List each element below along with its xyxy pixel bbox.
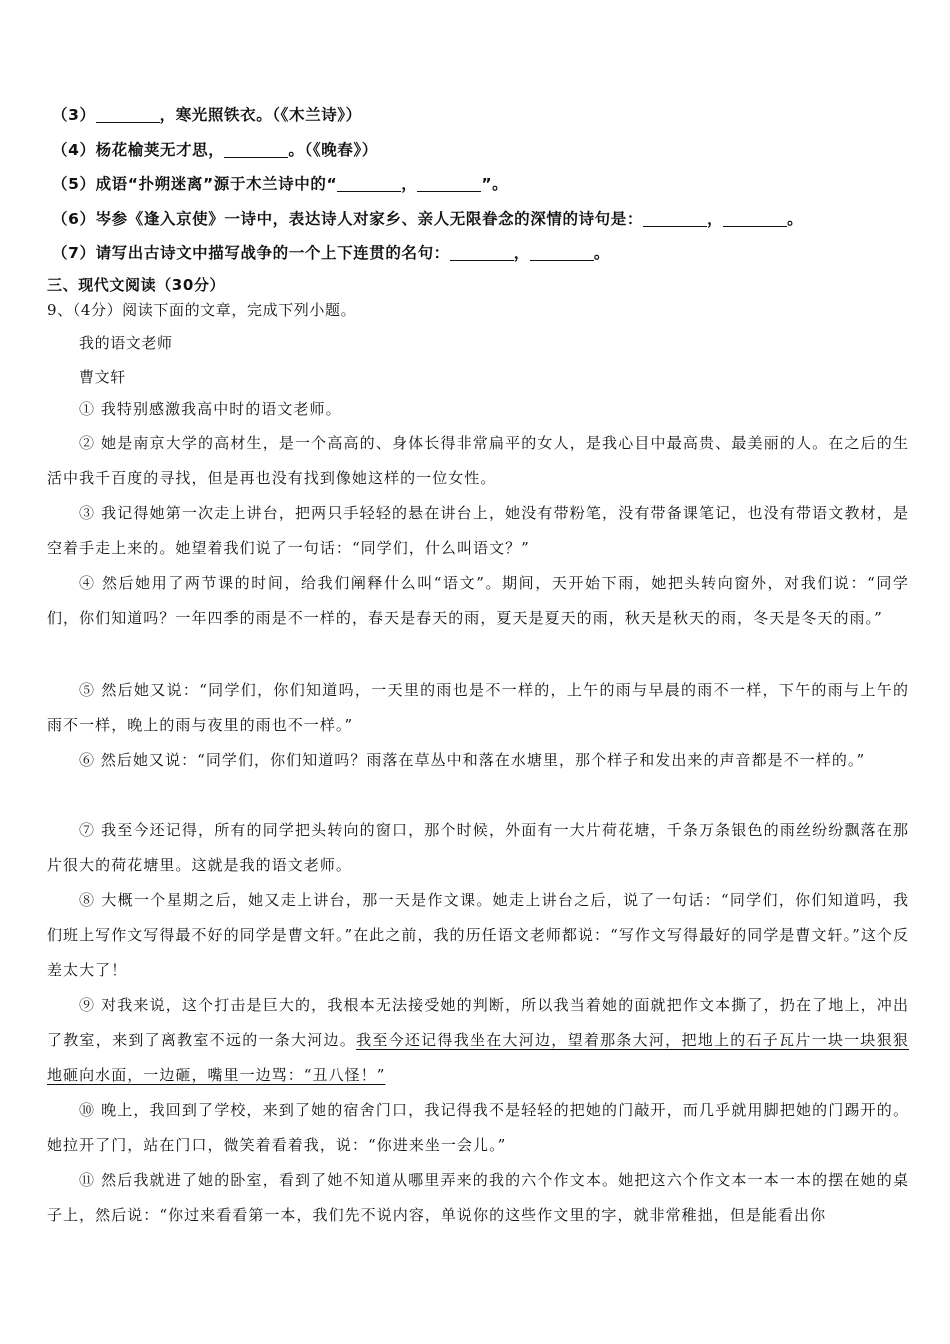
article-paragraph-11: ⑪ 然后我就进了她的卧室，看到了她不知道从哪里弄来的我的六个作文本。她把这六个作文本一本一本的摆在她的桌子上，然后说：“你过来看看第一本，我们先不说内容，单说你的这些作文里的字，就非常稚拙，但是能看出你: [47, 1171, 909, 1224]
underlined-sentence: 我至今还记得我坐在大河边，望着那条大河，把地上的石子瓦片一块一块狠狠地砸向水面，一边砸，嘴里一边骂：“丑八怪！”: [47, 1031, 909, 1084]
fill-blank-item-5: [52, 172, 508, 194]
item-prefix: （5）成语“扑朔迷离”源于木兰诗中的“: [52, 175, 338, 193]
item-suffix: 。（《晚春》）: [288, 141, 378, 159]
article-paragraph-9: [47, 988, 909, 1093]
article-paragraph-5: ⑤ 然后她又说：“同学们，你们知道吗，一天里的雨也是不一样的，上午的雨与早晨的雨不一样，下午的雨与上午的雨不一样，晚上的雨与夜里的雨也不一样。”: [47, 681, 909, 734]
article-title: 我的语文老师: [79, 334, 173, 352]
answer-blank[interactable]: [530, 245, 594, 262]
article-paragraph-4: ④ 然后她用了两节课的时间，给我们阐释什么叫“语文”。期间，天开始下雨，她把头转向窗外，对我们说：“同学们，你们知道吗？一年四季的雨是不一样的，春天是春天的雨，夏天是夏天的雨，秋天是秋天的雨，冬天是冬天的雨。”: [47, 574, 909, 627]
item-prefix: （4）杨花榆荚无才思，: [52, 141, 225, 159]
item-prefix: （7）请写出古诗文中描写战争的一个上下连贯的名句：: [52, 244, 450, 262]
answer-blank[interactable]: [723, 211, 787, 228]
item-separator: ，: [707, 210, 724, 228]
section-heading: 三、现代文阅读（30分）: [47, 276, 226, 294]
answer-blank[interactable]: [417, 176, 481, 193]
item-prefix: （6）岑参《逢入京使》一诗中，表达诗人对家乡、亲人无限眷念的深情的诗句是：: [52, 210, 643, 228]
answer-blank[interactable]: [450, 245, 514, 262]
item-suffix: 。: [593, 244, 611, 262]
fill-blank-item-4: [52, 138, 378, 160]
item-separator: ，: [513, 244, 530, 262]
answer-blank[interactable]: [96, 107, 160, 124]
fill-blank-item-7: [52, 241, 610, 263]
answer-blank[interactable]: [224, 142, 288, 159]
answer-blank[interactable]: [643, 211, 707, 228]
answer-blank[interactable]: [337, 176, 401, 193]
item-separator: ，: [401, 175, 418, 193]
article-paragraph-3: ③ 我记得她第一次走上讲台，把两只手轻轻的悬在讲台上，她没有带粉笔，没有带备课笔记，也没有带语文教材，是空着手走上来的。她望着我们说了一句话：“同学们，什么叫语文？”: [47, 504, 909, 557]
question-prompt: 9、（4分）阅读下面的文章，完成下列小题。: [47, 301, 357, 319]
item-suffix: 。: [787, 210, 804, 228]
article-paragraph-8: ⑧ 大概一个星期之后，她又走上讲台，那一天是作文课。她走上讲台之后，说了一句话：“同学们，你们知道吗，我们班上写作文写得最不好的同学是曹文轩。”在此之前，我的历任语文老师都说：“写作文写得最好的同学是曹文轩。”这个反差太大了！: [47, 891, 909, 979]
paragraph-text: ⑨ 对我来说，这个打击是巨大的，我根本无法接受她的判断，所以我当着她的面就把作文本撕了，扔在了地上，冲出了教室，来到了离教室不远的一条大河边。: [47, 996, 909, 1049]
item-prefix: （3）: [52, 106, 96, 124]
item-suffix: ，寒光照铁衣。（《木兰诗》）: [159, 106, 362, 124]
fill-blank-item-6: [52, 207, 803, 229]
item-suffix: ”。: [481, 175, 509, 193]
article-paragraph-7: ⑦ 我至今还记得，所有的同学把头转向的窗口，那个时候，外面有一大片荷花塘，千条万条银色的雨丝纷纷飘落在那片很大的荷花塘里。这就是我的语文老师。: [47, 821, 909, 874]
article-paragraph-6: ⑥ 然后她又说：“同学们，你们知道吗？雨落在草丛中和落在水塘里，那个样子和发出来的声音都是不一样的。”: [79, 751, 866, 769]
article-paragraph-1: ① 我特别感激我高中时的语文老师。: [79, 400, 342, 418]
fill-blank-item-3: [52, 103, 362, 125]
article-author: 曹文轩: [79, 368, 126, 386]
article-paragraph-2: ② 她是南京大学的高材生，是一个高高的、身体长得非常扁平的女人，是我心目中最高贵、最美丽的人。在之后的生活中我千百度的寻找，但是再也没有找到像她这样的一位女性。: [47, 434, 909, 487]
article-paragraph-10: ⑩ 晚上，我回到了学校，来到了她的宿舍门口，我记得我不是轻轻的把她的门敲开，而几乎就用脚把她的门踢开的。她拉开了门，站在门口，微笑着看着我，说：“你进来坐一会儿。”: [47, 1101, 909, 1154]
